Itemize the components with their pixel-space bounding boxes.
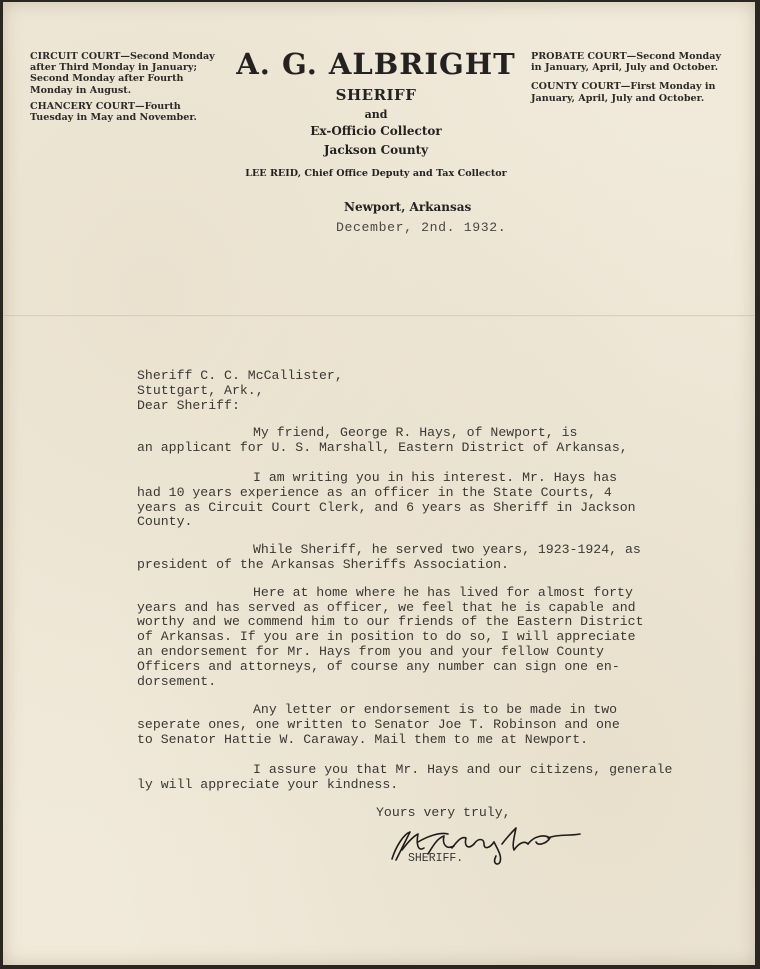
- paper-fold-line: [3, 315, 755, 317]
- county-text: Jackson County: [323, 143, 429, 157]
- sheriff-title: SHERIFF: [335, 86, 417, 104]
- salutation: Dear Sheriff:: [137, 398, 240, 413]
- body-line: My friend, George R. Hays, of Newport, is: [253, 425, 578, 440]
- signature-title: SHERIFF.: [408, 852, 464, 865]
- probate-court-note: PROBATE COURT—Second Monday in January, April, July and October.: [531, 51, 722, 74]
- chancery-court-note: CHANCERY COURT—Fourth Tuesday in May and November.: [30, 100, 197, 124]
- body-line: I am writing you in his interest. Mr. Hays has: [253, 470, 618, 485]
- deputy-line: LEE REID, Chief Office Deputy and Tax Collector: [245, 168, 507, 179]
- body-line: dorsement.: [137, 674, 217, 689]
- body-line: County.: [137, 514, 193, 529]
- city-line: Newport, Arkansas: [344, 200, 472, 214]
- body-line: an endorsement for Mr. Hays from you and your fellow County: [137, 644, 604, 659]
- body-line: years as Circuit Court Clerk, and 6 years as Sheriff in Jackson: [137, 500, 636, 515]
- body-line: Any letter or endorsement is to be made in two: [253, 702, 618, 717]
- letter-date: December, 2nd. 1932.: [336, 220, 507, 235]
- body-line: seperate ones, one written to Senator Joe T. Robinson and one: [137, 717, 620, 732]
- body-line: years and has served as officer, we feel that he is capable and: [137, 600, 636, 615]
- recipient-city: Stuttgart, Ark.,: [137, 383, 264, 398]
- body-line: to Senator Hattie W. Caraway. Mail them to me at Newport.: [137, 732, 589, 747]
- body-line: president of the Arkansas Sheriffs Association.: [137, 557, 509, 572]
- body-line: an applicant for U. S. Marshall, Eastern District of Arkansas,: [137, 440, 628, 455]
- body-line: had 10 years experience as an officer in the State Courts, 4: [137, 485, 612, 500]
- body-line: of Arkansas. If you are in position to do so, I will appreciate: [137, 629, 636, 644]
- recipient-name: Sheriff C. C. McCallister,: [137, 368, 343, 383]
- body-line: While Sheriff, he served two years, 1923-1924, as: [253, 542, 641, 557]
- body-line: Here at home where he has lived for almost forty: [253, 585, 633, 600]
- body-line: I assure you that Mr. Hays and our citizens, generale: [253, 762, 673, 777]
- closing: Yours very truly,: [376, 805, 511, 820]
- circuit-court-note: CIRCUIT COURT—Second Monday after Third Monday in January; Second Monday after Fourth Monday in August.: [30, 51, 215, 96]
- body-line: ly will appreciate your kindness.: [137, 777, 399, 792]
- ex-officio-text: Ex-Officio Collector: [310, 124, 442, 138]
- and-text: and: [364, 108, 388, 121]
- body-line: Officers and attorneys, of course any number can sign one en-: [137, 659, 620, 674]
- body-line: worthy and we commend him to our friends of the Eastern District: [137, 614, 644, 629]
- county-court-note: COUNTY COURT—First Monday in January, April, July and October.: [531, 81, 716, 104]
- sheriff-name: A. G. ALBRIGHT: [236, 47, 516, 81]
